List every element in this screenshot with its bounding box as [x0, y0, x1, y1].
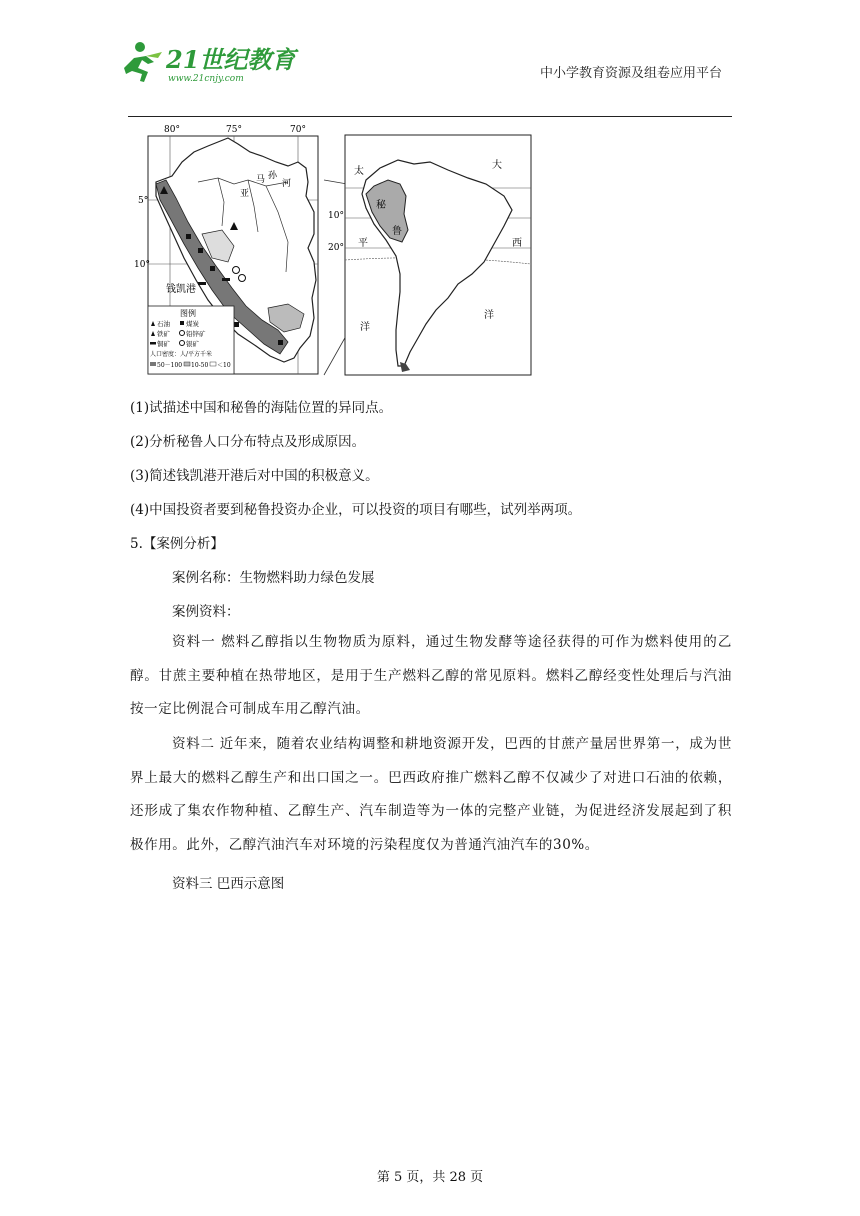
- runner-icon: [124, 42, 162, 82]
- lat-5-label: 5°: [138, 196, 149, 206]
- lat-10-label: 10°: [134, 260, 150, 270]
- river-label-ma: 马: [256, 175, 266, 185]
- river-label-he: 河: [282, 179, 292, 189]
- lon-70-label: 70°: [290, 125, 306, 135]
- page-header: [0, 0, 860, 118]
- svg-text:铜矿: 铜矿: [157, 340, 170, 348]
- question-4: (4)中国投资者要到秘鲁投资办企业，可以投资的项目有哪些，试列举两项。: [130, 502, 582, 518]
- peru-label-1: 秘: [376, 200, 386, 211]
- svg-text:煤炭: 煤炭: [186, 320, 199, 328]
- lat-10-label-right: 10°: [328, 211, 344, 221]
- svg-text:石油: 石油: [157, 320, 170, 328]
- material-3: 资料三 巴西示意图: [172, 876, 285, 892]
- river-label-sun: 孙: [268, 171, 278, 181]
- atlantic-label-3: 洋: [484, 310, 494, 321]
- svg-text:铅锌矿: 铅锌矿: [186, 330, 206, 338]
- lon-75-label: 75°: [226, 125, 242, 135]
- page-footer: 第 5 页，共 28 页: [376, 1170, 484, 1185]
- question-1: (1)试描述中国和秘鲁的海陆位置的异同点。: [130, 400, 393, 416]
- lat-20-label-right: 20°: [328, 243, 344, 253]
- atlantic-label-1: 大: [492, 160, 502, 171]
- logo-url: www.21cnjy.com: [168, 74, 244, 84]
- peru-label-2: 鲁: [392, 226, 402, 237]
- case-name: 案例名称：生物燃料助力绿色发展: [172, 570, 375, 586]
- header-rule: [128, 116, 732, 117]
- material-2: 资料二 近年来，随着农业结构调整和耕地资源开发，巴西的甘蔗产量居世界第一，成为世界上最大的燃料乙醇生产和出口国之一。巴西政府推广燃料乙醇不仅减少了对进口石油的依赖，还形成了集农作物种植、乙醇生产、汽车制造等为一体的完整产业链，为促进经济发展起到了积极作用。此外，乙醇汽油汽车对环境的污染程度仅为普通汽油汽车的30%。: [130, 736, 732, 853]
- material-1: 资料一 燃料乙醇指以生物物质为原料，通过生物发酵等途径获得的可作为燃料使用的乙醇。甘蔗主要种植在热带地区，是用于生产燃料乙醇的常见原料。燃料乙醇经变性处理后与汽油按一定比例混合可制成车用乙醇汽油。: [130, 634, 732, 717]
- platform-name: 中小学教育资源及组卷应用平台: [540, 66, 723, 81]
- logo-text: 21世纪教育: [166, 45, 296, 74]
- svg-text:10-50: 10-50: [191, 362, 209, 369]
- pacific-label-2: 平: [358, 238, 368, 249]
- case-material: 案例资料：: [172, 604, 240, 620]
- port-label: 钱凯港: [166, 284, 196, 295]
- south-america-map: [328, 134, 532, 376]
- atlantic-label-2: 西: [512, 238, 522, 249]
- lon-80-label: 80°: [164, 125, 180, 135]
- pacific-label-1: 太: [354, 166, 364, 177]
- section-heading: 5.【案例分析】: [130, 536, 224, 552]
- map-legend: [148, 306, 234, 374]
- svg-text:银矿: 银矿: [186, 340, 199, 348]
- svg-text:＜10: ＜10: [217, 362, 231, 369]
- pacific-label-3: 洋: [360, 322, 370, 333]
- question-2: (2)分析秘鲁人口分布特点及形成原因。: [130, 434, 366, 450]
- svg-text:人口密度：人/平方千米: 人口密度：人/平方千米: [150, 351, 213, 358]
- 21cnjy-logo: [118, 38, 296, 86]
- question-3: (3)简述钱凯港开港后对中国的积极意义。: [130, 468, 379, 484]
- svg-text:图例: 图例: [180, 309, 196, 318]
- peru-map: [134, 122, 324, 376]
- river-label-ya: 亚: [240, 189, 250, 199]
- svg-text:铁矿: 铁矿: [157, 330, 170, 338]
- svg-text:50－100: 50－100: [157, 362, 183, 369]
